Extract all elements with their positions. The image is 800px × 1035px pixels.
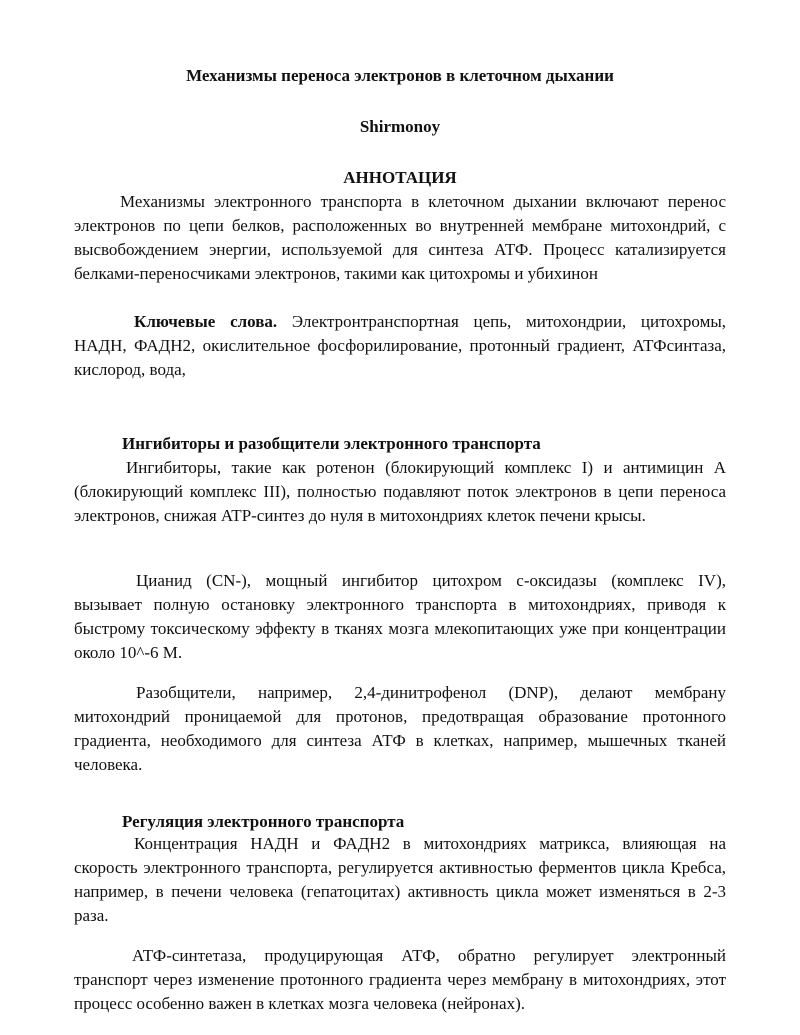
document-title: Механизмы переноса электронов в клеточном дыхании xyxy=(186,66,614,85)
author-name: Shirmonoy xyxy=(359,117,441,136)
keywords-text: Электронтранспортная цепь, митохондрии, цитохромы, НАДН, ФАДН2, окислительное фосфорилирование, протонный градиент, АТФсинтаза, кислород, вода, xyxy=(74,312,726,379)
abstract-heading: АННОТАЦИЯ xyxy=(343,168,457,187)
section-paragraph: Концентрация НАДН и ФАДН2 в митохондриях матрикса, влияющая на скорость электронного транспорта, регулируется активностью ферментов цикла Кребса, например, в печени человека (гепатоцитах) активность цикла может изменяться в 2-3 раза. xyxy=(74,834,726,925)
section-paragraph: Цианид (CN-), мощный ингибитор цитохром с-оксидазы (комплекс IV), вызывает полную остановку электронного транспорта в митохондриях, приводя к быстрому токсическому эффекту в тканях мозга млекопитающих уже при концентрации около 10^-6 М. xyxy=(74,571,726,662)
section-paragraph: Ингибиторы, такие как ротенон (блокирующий комплекс I) и антимицин А (блокирующий комплекс III), полностью подавляют поток электронов в цепи переноса электронов, снижая ATP-синтез до нуля в митохондриях клеток печени крысы. xyxy=(74,458,726,525)
keywords-paragraph xyxy=(74,310,726,382)
section-heading-regulation: Регуляция электронного транспорта xyxy=(122,812,405,831)
abstract-paragraph: Механизмы электронного транспорта в клеточном дыхании включают перенос электронов по цепи белков, расположенных во внутренней мембране митохондрий, с высвобождением энергии, используемой для синтеза АТФ. Процесс катализируется белками-переносчиками электронов, такими как цитохромы и убихинон xyxy=(74,192,726,283)
section-heading-inhibitors: Ингибиторы и разобщители электронного транспорта xyxy=(122,434,541,453)
section-paragraph: АТФ-синтетаза, продуцирующая АТФ, обратно регулирует электронный транспорт через изменение протонного градиента через мембрану в митохондриях, этот процесс особенно важен в клетках мозга человека (нейронах). xyxy=(74,946,726,1013)
section-paragraph: Разобщители, например, 2,4-динитрофенол (DNP), делают мембрану митохондрий проницаемой для протонов, предотвращая образование протонного градиента, необходимого для синтеза АТФ в клетках, например, мышечных тканей человека. xyxy=(74,683,726,774)
keywords-label: Ключевые слова. xyxy=(134,312,278,331)
